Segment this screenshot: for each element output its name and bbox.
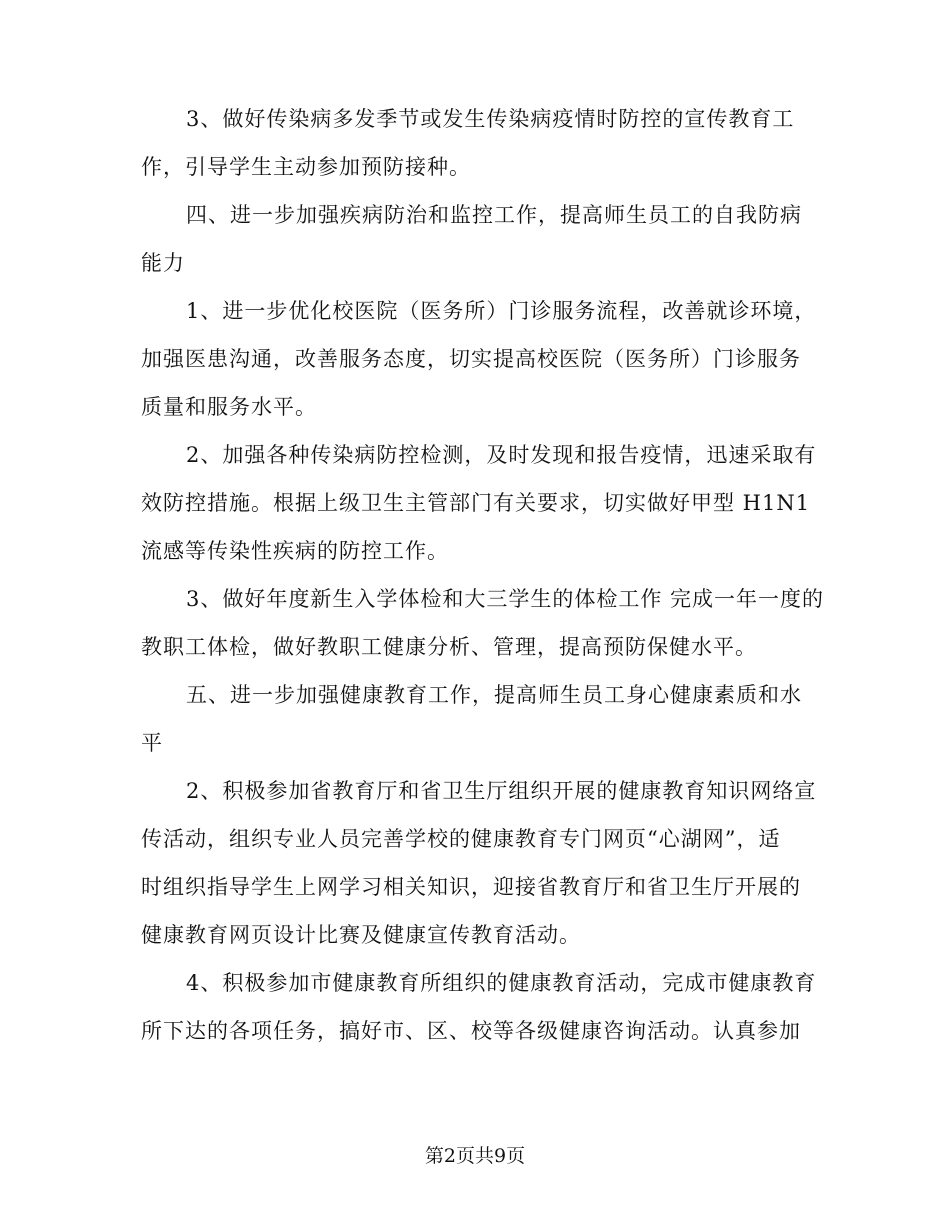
paragraph-line: 时组织指导学生上网学习相关知识，迎接省教育厅和省卫生厅开展的 — [141, 875, 801, 899]
paragraph-line: 3、做好传染病多发季节或发生传染病疫情时防控的宣传教育工 — [186, 107, 795, 131]
paragraph-line: 作，引导学生主动参加预防接种。 — [141, 155, 471, 179]
paragraph-line: 3、做好年度新生入学体检和大三学生的体检工作 完成一年一度的 — [186, 587, 825, 611]
paragraph-line: 传活动，组织专业人员完善学校的健康教育专门网页“心湖网”，适 — [141, 827, 781, 851]
section-heading-line: 能力 — [141, 251, 185, 275]
paragraph-line: 2、加强各种传染病防控检测，及时发现和报告疫情，迅速采取有 — [186, 443, 817, 467]
section-heading-line: 四、进一步加强疾病防治和监控工作，提高师生员工的自我防病 — [186, 203, 802, 227]
paragraph-line: 加强医患沟通，改善服务态度，切实提高校医院（医务所）门诊服务 — [141, 347, 801, 371]
paragraph-line: 效防控措施。根据上级卫生主管部门有关要求，切实做好甲型 H1N1 — [141, 491, 811, 515]
paragraph-line: 流感等传染性疾病的防控工作。 — [141, 539, 449, 563]
paragraph-line: 2、积极参加省教育厅和省卫生厅组织开展的健康教育知识网络宣 — [186, 779, 817, 803]
paragraph-line: 1、进一步优化校医院（医务所）门诊服务流程，改善就诊环境， — [186, 299, 817, 323]
paragraph-line: 健康教育网页设计比赛及健康宣传教育活动。 — [141, 923, 581, 947]
paragraph-line: 质量和服务水平。 — [141, 395, 317, 419]
paragraph-line: 4、积极参加市健康教育所组织的健康教育活动，完成市健康教育 — [186, 971, 817, 995]
section-heading-line: 平 — [141, 731, 163, 755]
paragraph-line: 所下达的各项任务，搞好市、区、校等各级健康咨询活动。认真参加 — [141, 1019, 801, 1043]
paragraph-line: 教职工体检，做好教职工健康分析、管理，提高预防保健水平。 — [141, 635, 757, 659]
page-number-footer: 第2页共9页 — [424, 1145, 526, 1167]
section-heading-line: 五、进一步加强健康教育工作，提高师生员工身心健康素质和水 — [186, 683, 802, 707]
